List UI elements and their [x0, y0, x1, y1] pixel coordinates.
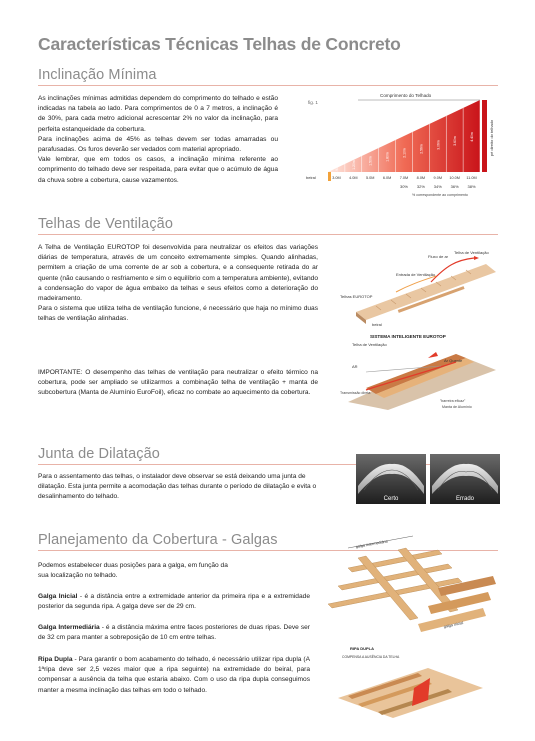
section-heading-dilatacao: Junta de Dilatação [38, 446, 160, 462]
definition: - Para garantir o bom acabamento do telhado, é necessário utilizar ripa dupla (A 1ªripa deve ser 2,5 vezes maior que a ripa seguinte) na extremidade do beiral, para compensar a ausência da telha que estaria abaixo. Com o uso da ripa dupla conseguimos manter a mesma inclinação das telhas em todo o telhado. [38, 656, 311, 694]
length-tick-label: 4.0M [349, 176, 358, 180]
paragraph: Vale lembrar, que em todos os casos, a inclinação mínima referente ao comprimento do telhado deve ser respeitada, para evitar que o acúmulo de água da chuva sobre a cobertura, cause vazamentos. [38, 156, 278, 184]
section-heading-galgas: Planejamento da Cobertura - Galgas [38, 532, 278, 548]
length-tick-label: 10.0M [449, 176, 460, 180]
diagram-label: Fluxo de ar [428, 254, 449, 259]
diagram-label: Ar Quente [444, 358, 463, 363]
certo-photo [356, 454, 426, 504]
diagram-label: beiral [372, 322, 382, 326]
length-tick-label: 9.0M [433, 176, 443, 180]
length-tick-label: 11.0M [466, 176, 477, 180]
roof-illustration [348, 352, 496, 410]
roof-triangle [328, 100, 480, 172]
fig-label: galga intermediária [355, 539, 388, 549]
height-value-label: 0.90m [334, 164, 339, 174]
diagram-label: Entrada de Ventilação [396, 272, 436, 277]
eave-label: beiral [306, 175, 316, 180]
errado-label: Errado [455, 496, 475, 502]
length-tick-label: 5.0M [365, 176, 375, 180]
length-tick-label: 8.0M [416, 176, 426, 180]
fig-label: galga inicial [443, 620, 464, 629]
joint-comparison [356, 454, 500, 504]
definition: - é a distância entre a extremidade anterior da primeira ripa e a extremidade posterior da segunda ripa. A galga deve ser de 29 cm. [38, 593, 310, 611]
paragraph: As inclinações mínimas admitidas dependem do comprimento do telhado e estão indicadas na tabela ao lado. Para comprimentos de 0 a 7 metros, a inclinação é de 30%, para cada metro adicional acrescentar 2% no valor da inclinação, para perfeita estanqueidade da cobertura. [38, 95, 278, 133]
paragraph: Para inclinações acima de 45% as telhas devem ser todas amarradas ou parafusadas. Os furos deverão ser vedados com material apropriado. [38, 135, 278, 154]
definition: - é a distância máxima entre faces posteriores de duas ripas. Deve ser de 32 cm para manter a sobreposição de 10 cm entre telhas. [38, 624, 310, 642]
term: Galga Inicial [38, 593, 78, 600]
fig-label: COMPENSA A AUSÊNCIA DA TELHA [342, 655, 400, 659]
galga-intermediaria [38, 623, 310, 643]
percent-label: 36% [450, 184, 459, 189]
diagram-label: Telha de Ventilação [352, 342, 387, 347]
smart-system-diagram [336, 332, 501, 412]
footnote: % correspondente ao comprimento [412, 193, 468, 197]
ventilacao-text [38, 243, 318, 325]
important-note: IMPORTANTE: O desempenho das telhas de ventilação para neutralizar o efeito térmico na cobertura, pode ser ampliado se utilizarmos a combinação telha de ventilação + manta de subcobertura (Manta de Alumínio EuroFoil), eficaz no combate ao aquecimento da cobertura. [38, 369, 318, 397]
section-rule [38, 85, 498, 86]
section-heading-inclinacao: Inclinação Mínima [38, 67, 157, 83]
galga-inicial [38, 592, 310, 612]
term: Ripa Dupla [38, 656, 73, 663]
percent-label: 30% [399, 184, 409, 189]
section-rule [38, 234, 498, 235]
galgas-intro: Podemos estabelecer duas posições para a galga, em função da sua localização no telhado. [38, 562, 228, 580]
diagram-label: Transmissão direta [340, 391, 371, 395]
height-value-label: 3.60m [453, 136, 458, 146]
fig-label: fig. 1 [308, 100, 318, 105]
diagram-label: Telhas EUROTOP [340, 294, 373, 299]
galgas-figures [318, 528, 503, 728]
diagram-label: "barreira eficaz" [440, 399, 466, 403]
inclination-figure [300, 88, 500, 198]
height-value-label: 2.56m [419, 144, 424, 154]
length-tick-label: 6.0M [382, 176, 392, 180]
term: Galga Intermediária [38, 624, 100, 631]
height-value-label: 4.40m [470, 132, 475, 142]
errado-photo [430, 454, 500, 504]
length-tick-label: 3.0M [332, 176, 341, 180]
percent-label: 32% [416, 184, 425, 189]
height-value-label: 2.10m [402, 148, 407, 158]
diagram-title: SISTEMA INTELIGENTE EUROTOP [370, 334, 446, 339]
paragraph: Para o sistema que utiliza telha de ventilação funcione, é necessário que haja no mínimo duas telhas de ventilação alinhadas. [38, 305, 318, 323]
dilatacao-text: Para o assentamento das telhas, o instalador deve observar se está deixando uma junta de dilatação. Esta junta permite a acomodação das telhas durante o período de dilatação e evita o desalinhamento do telhado. [38, 473, 317, 501]
battens-illustration [328, 536, 496, 632]
diagram-label: AR [352, 364, 358, 369]
inclinacao-text [38, 94, 278, 186]
diagram-label: Telha de Ventilação [454, 250, 489, 255]
certo-label: Certo [383, 496, 399, 502]
fig-label: RIPA DUPLA [350, 646, 374, 651]
height-value-label: 1.80m [385, 152, 390, 162]
ripa-dupla [38, 655, 310, 696]
height-label: pé direito do telhado [489, 119, 494, 157]
height-value-label: 1.20m [351, 160, 356, 170]
length-tick-label: 7.0M [399, 176, 409, 180]
page-title: Características Técnicas Telhas de Concreto [38, 34, 401, 54]
ventilation-diagram [336, 246, 501, 326]
paragraph: A Telha de Ventilação EUROTOP foi desenvolvida para neutralizar os efeitos das variações diárias de temperatura, através de um conceito extremamente simples. Quando alinhadas, permitem a criação de uma corrente de ar sob a cobertura, e a consequente retirada do ar quente (não causando o resfriamento e sim o equilíbrio com a temperatura ambiente), evitando a condensação do vapor de água embaixo da telhas e seus efeitos como a deterioração do madeiramento. [38, 244, 318, 303]
double-batten-illustration [338, 646, 483, 718]
height-value-label: 3.06m [436, 140, 441, 150]
section-heading-ventilacao: Telhas de Ventilação [38, 216, 174, 232]
diagram-label: Manta de Alumínio [442, 405, 472, 409]
height-value-label: 1.50m [368, 156, 373, 166]
percent-label: 38% [467, 184, 476, 189]
percent-label: 34% [433, 184, 442, 189]
roof-illustration [356, 256, 496, 324]
length-label: Comprimento do Telhado [380, 93, 432, 98]
